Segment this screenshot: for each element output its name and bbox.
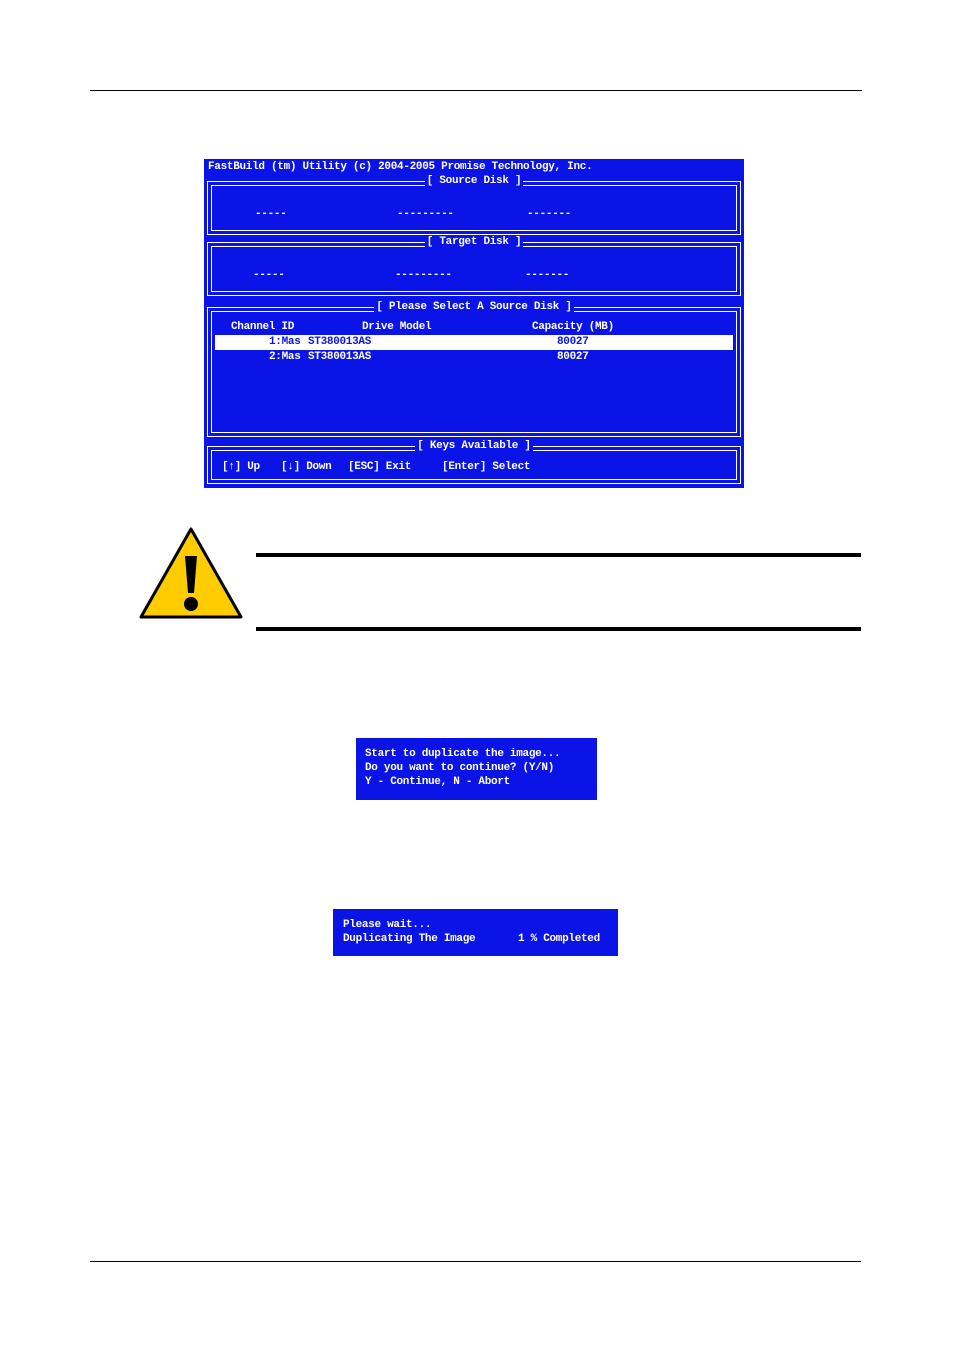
source-disk-panel	[207, 175, 741, 235]
footer-rule	[90, 1261, 861, 1262]
key-up-hint: [↑] Up	[222, 461, 260, 473]
disk-row[interactable]	[215, 350, 733, 365]
warning-top-bar	[256, 553, 861, 557]
confirm-line-3: Y - Continue, N - Abort	[365, 776, 510, 788]
key-down-hint: [↓] Down	[281, 461, 332, 473]
select-source-caption: [ Please Select A Source Disk ]	[376, 301, 572, 313]
duplicate-confirm-dialog	[356, 738, 597, 800]
target-channel-field: -----	[253, 269, 285, 281]
utility-title: FastBuild (tm) Utility (c) 2004-2005 Promise Technology, Inc.	[208, 161, 593, 173]
source-channel-field: -----	[255, 208, 287, 220]
key-enter-hint: [Enter] Select	[442, 461, 531, 473]
source-disk-caption: [ Source Disk ]	[426, 175, 522, 187]
disk-row-channel: 1:Mas	[269, 336, 301, 348]
target-disk-caption: [ Target Disk ]	[426, 236, 522, 248]
header-capacity: Capacity (MB)	[532, 321, 614, 333]
target-capacity-field: -------	[525, 269, 570, 281]
key-esc-hint: [ESC] Exit	[348, 461, 412, 473]
keys-available-caption: [ Keys Available ]	[417, 440, 531, 452]
disk-row-capacity: 80027	[557, 336, 589, 348]
source-capacity-field: -------	[527, 208, 572, 220]
disk-row-channel: 2:Mas	[269, 351, 301, 363]
disk-row-capacity: 80027	[557, 351, 589, 363]
disk-row-selected[interactable]	[215, 335, 733, 350]
confirm-line-2: Do you want to continue? (Y/N)	[365, 762, 555, 774]
fastbuild-screen	[204, 159, 744, 488]
disk-row-model: ST380013AS	[308, 351, 372, 363]
header-channel-id: Channel ID	[231, 321, 295, 333]
progress-percent: 1 % Completed	[518, 933, 600, 945]
progress-label: Duplicating The Image	[343, 933, 476, 945]
header-drive-model: Drive Model	[362, 321, 432, 333]
header-rule	[90, 90, 862, 91]
warning-triangle-icon	[138, 526, 244, 620]
keys-available-panel	[207, 440, 741, 484]
duplicate-progress-dialog	[333, 909, 618, 956]
warning-bottom-bar	[256, 627, 861, 631]
confirm-line-1: Start to duplicate the image...	[365, 748, 561, 760]
select-source-panel	[207, 301, 741, 437]
target-model-field: ---------	[395, 269, 452, 281]
disk-row-model: ST380013AS	[308, 336, 372, 348]
target-disk-panel	[207, 236, 741, 296]
source-model-field: ---------	[397, 208, 454, 220]
progress-wait-text: Please wait...	[343, 919, 432, 931]
